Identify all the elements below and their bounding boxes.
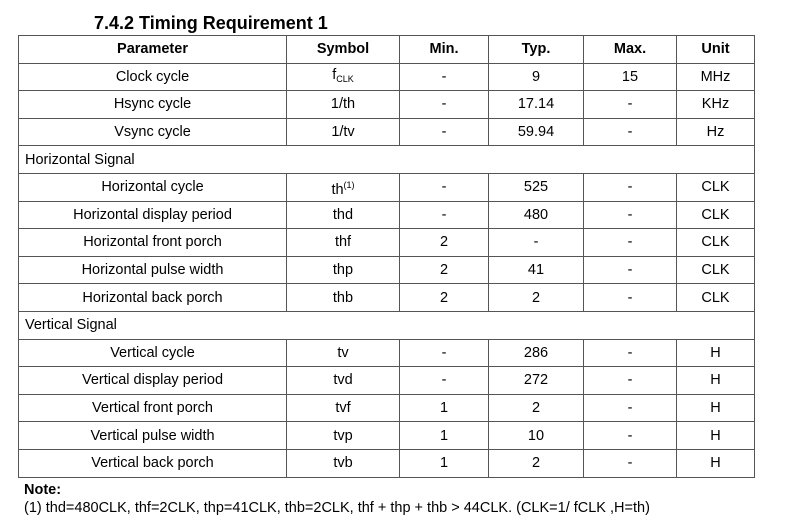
cell-symbol: 1/th — [287, 91, 400, 119]
cell-min: 1 — [400, 394, 489, 422]
cell-symbol: thd — [287, 201, 400, 229]
cell-unit: H — [677, 422, 755, 450]
cell-unit: H — [677, 449, 755, 477]
cell-parameter: Vsync cycle — [19, 118, 287, 146]
cell-typ: 286 — [489, 339, 584, 367]
cell-unit: H — [677, 367, 755, 395]
cell-typ: - — [489, 229, 584, 257]
cell-max: - — [584, 422, 677, 450]
cell-typ: 525 — [489, 173, 584, 201]
cell-max: - — [584, 339, 677, 367]
group-label-horizontal: Horizontal Signal — [19, 146, 755, 174]
cell-typ: 10 — [489, 422, 584, 450]
cell-symbol: thp — [287, 256, 400, 284]
cell-symbol: 1/tv — [287, 118, 400, 146]
cell-min: - — [400, 91, 489, 119]
table-row — [19, 173, 755, 201]
cell-unit: Hz — [677, 118, 755, 146]
cell-typ: 59.94 — [489, 118, 584, 146]
cell-unit: H — [677, 339, 755, 367]
cell-unit: CLK — [677, 201, 755, 229]
cell-typ: 2 — [489, 284, 584, 312]
table-row — [19, 394, 755, 422]
cell-unit: MHz — [677, 63, 755, 91]
section-title: 7.4.2 Timing Requirement 1 — [94, 13, 328, 33]
note-text: (1) thd=480CLK, thf=2CLK, thp=41CLK, thb=2CLK, thf + thp + thb > 44CLK. (CLK=1/ fCLK ,H=th) — [24, 500, 650, 516]
cell-max: - — [584, 367, 677, 395]
cell-unit: H — [677, 394, 755, 422]
cell-parameter: Vertical pulse width — [19, 422, 287, 450]
cell-unit: CLK — [677, 256, 755, 284]
cell-symbol: tv — [287, 339, 400, 367]
cell-typ: 480 — [489, 201, 584, 229]
cell-min: - — [400, 201, 489, 229]
note-block — [24, 481, 774, 517]
cell-min: 1 — [400, 449, 489, 477]
cell-min: 2 — [400, 256, 489, 284]
cell-symbol — [287, 63, 400, 91]
cell-min: - — [400, 367, 489, 395]
cell-parameter: Hsync cycle — [19, 91, 287, 119]
cell-unit: CLK — [677, 229, 755, 257]
cell-symbol: tvb — [287, 449, 400, 477]
cell-max: - — [584, 449, 677, 477]
cell-symbol — [287, 173, 400, 201]
cell-parameter: Vertical back porch — [19, 449, 287, 477]
table-row — [19, 339, 755, 367]
header-max: Max. — [584, 36, 677, 64]
cell-min: 2 — [400, 284, 489, 312]
cell-symbol: tvd — [287, 367, 400, 395]
timing-table — [18, 35, 755, 478]
cell-typ: 2 — [489, 394, 584, 422]
cell-parameter: Vertical cycle — [19, 339, 287, 367]
cell-max: - — [584, 91, 677, 119]
table-row — [19, 367, 755, 395]
group-row-vertical — [19, 311, 755, 339]
cell-typ: 9 — [489, 63, 584, 91]
cell-min: - — [400, 118, 489, 146]
cell-symbol: thf — [287, 229, 400, 257]
table-row — [19, 118, 755, 146]
cell-parameter: Vertical display period — [19, 367, 287, 395]
header-parameter: Parameter — [19, 36, 287, 64]
header-symbol: Symbol — [287, 36, 400, 64]
cell-typ: 2 — [489, 449, 584, 477]
symbol-base: f — [332, 66, 337, 83]
cell-unit: CLK — [677, 173, 755, 201]
cell-max: - — [584, 173, 677, 201]
cell-parameter: Vertical front porch — [19, 394, 287, 422]
cell-unit: CLK — [677, 284, 755, 312]
note-title: Note: — [24, 482, 62, 498]
cell-parameter: Horizontal pulse width — [19, 256, 287, 284]
table-row — [19, 63, 755, 91]
cell-max: - — [584, 201, 677, 229]
cell-parameter: Clock cycle — [19, 63, 287, 91]
cell-max: - — [584, 284, 677, 312]
table-row — [19, 91, 755, 119]
cell-symbol: thb — [287, 284, 400, 312]
cell-symbol: tvp — [287, 422, 400, 450]
cell-min: 2 — [400, 229, 489, 257]
cell-typ: 17.14 — [489, 91, 584, 119]
cell-parameter: Horizontal front porch — [19, 229, 287, 257]
cell-typ: 272 — [489, 367, 584, 395]
table-row — [19, 229, 755, 257]
cell-parameter: Horizontal display period — [19, 201, 287, 229]
header-typ: Typ. — [489, 36, 584, 64]
cell-max: - — [584, 118, 677, 146]
symbol-base: th — [331, 181, 344, 198]
header-min: Min. — [400, 36, 489, 64]
group-label-vertical: Vertical Signal — [19, 311, 755, 339]
table-row — [19, 201, 755, 229]
cell-typ: 41 — [489, 256, 584, 284]
cell-parameter: Horizontal cycle — [19, 173, 287, 201]
cell-max: - — [584, 394, 677, 422]
header-unit: Unit — [677, 36, 755, 64]
cell-unit: KHz — [677, 91, 755, 119]
table-row — [19, 449, 755, 477]
symbol-subscript: CLK — [336, 73, 354, 84]
group-row-horizontal — [19, 146, 755, 174]
cell-max: - — [584, 229, 677, 257]
cell-min: 1 — [400, 422, 489, 450]
cell-min: - — [400, 173, 489, 201]
cell-min: - — [400, 339, 489, 367]
table-row — [19, 284, 755, 312]
table-row — [19, 422, 755, 450]
cell-min: - — [400, 63, 489, 91]
symbol-footnote-ref: (1) — [343, 179, 355, 190]
cell-parameter: Horizontal back porch — [19, 284, 287, 312]
header-row — [19, 36, 755, 64]
cell-max: - — [584, 256, 677, 284]
table-row — [19, 256, 755, 284]
cell-symbol: tvf — [287, 394, 400, 422]
cell-max: 15 — [584, 63, 677, 91]
